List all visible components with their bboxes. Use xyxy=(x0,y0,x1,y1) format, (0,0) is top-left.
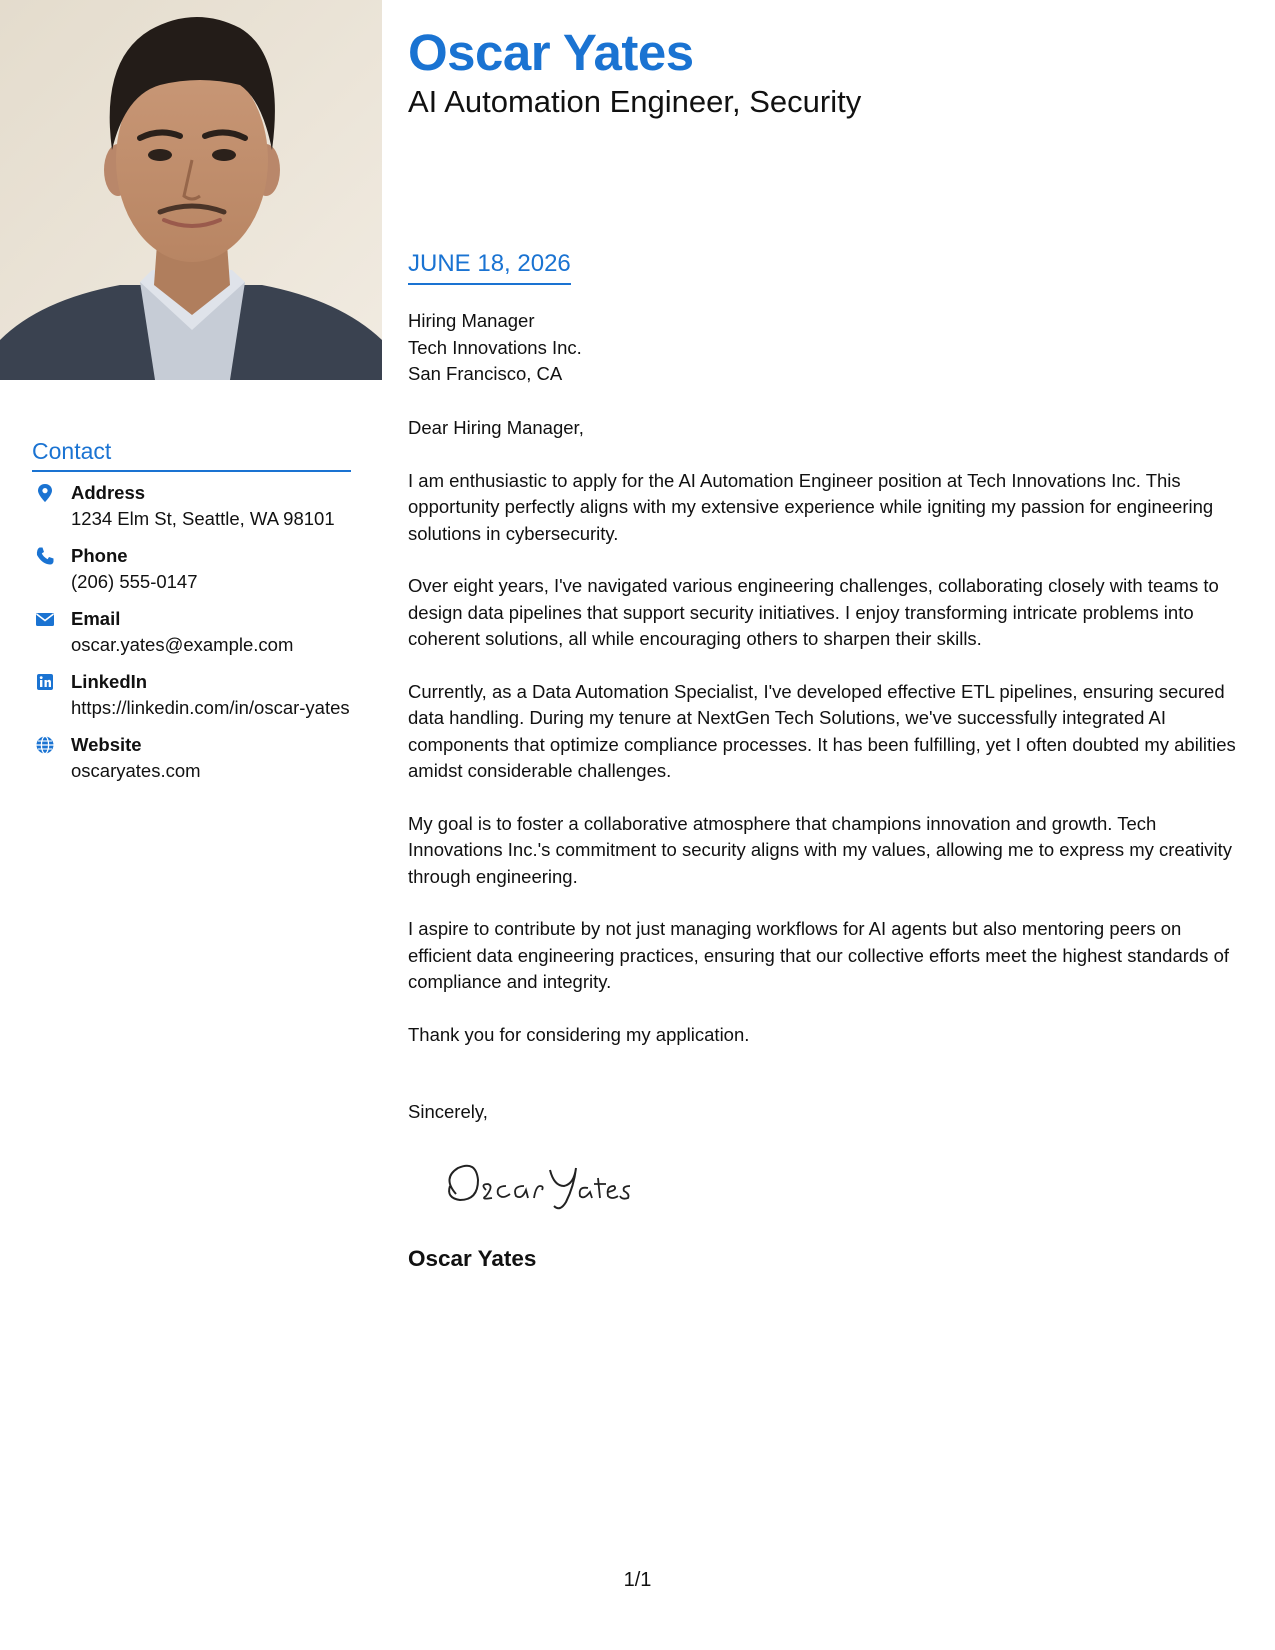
letter-paragraph: Over eight years, I've navigated various engineering challenges, collaborating closely with teams to design data pipelines that support security initiatives. I enjoy transforming intricate problems into coherent solutions, all while encouraging others to sharpen their skills. xyxy=(408,575,1219,649)
contact-label: Phone xyxy=(71,545,128,566)
phone-value: (206) 555-0147 xyxy=(71,571,198,592)
envelope-icon xyxy=(35,609,55,629)
handwritten-signature xyxy=(436,1156,636,1221)
recipient-block xyxy=(408,308,582,388)
letter-body xyxy=(408,415,1240,1074)
contact-item-phone xyxy=(32,543,352,595)
email-value[interactable]: oscar.yates@example.com xyxy=(71,634,294,655)
letter-date: JUNE 18, 2026 xyxy=(408,247,571,285)
contact-list xyxy=(32,480,352,795)
linkedin-icon xyxy=(35,672,55,692)
contact-item-email xyxy=(32,606,352,658)
letter-paragraph: Thank you for considering my application. xyxy=(408,1023,750,1045)
salutation: Dear Hiring Manager, xyxy=(408,417,584,438)
closing: Sincerely, xyxy=(408,1101,488,1122)
map-pin-icon xyxy=(35,483,55,503)
letter-paragraph: I am enthusiastic to apply for the AI Automation Engineer position at Tech Innovations Inc. This opportunity perfectly aligns with my extensive experience while igniting my passion for engineering solutions in cybersecurity. xyxy=(408,469,1214,544)
contact-label: Website xyxy=(71,734,142,755)
job-title: AI Automation Engineer, Security xyxy=(408,84,862,119)
letter-paragraph: My goal is to foster a collaborative atmosphere that champions innovation and growth. Tech Innovations Inc.'s commitment to security aligns with my values, allowing me to express my creativity through engineering. xyxy=(408,812,1232,887)
contact-heading: Contact xyxy=(32,434,351,472)
address-value: 1234 Elm St, Seattle, WA 98101 xyxy=(71,508,335,529)
contact-label: Email xyxy=(71,608,121,629)
contact-item-address xyxy=(32,480,352,532)
page-number: 1/1 xyxy=(623,1569,652,1591)
applicant-name: Oscar Yates xyxy=(408,24,694,81)
letter-paragraph: I aspire to contribute by not just managing workflows for AI agents but also mentoring peers on efficient data engineering practices, ensuring that our collective efforts meet the highest standards of compliance and integrity. xyxy=(408,918,1230,992)
linkedin-value[interactable]: https://linkedin.com/in/oscar-yates xyxy=(71,697,350,718)
letter-paragraph: Currently, as a Data Automation Specialist, I've developed effective ETL pipelines, ensuring secured data handling. During my tenure at NextGen Tech Solutions, we've successfully integrated AI components that optimize compliance processes. It has been fulfilling, yet I often doubted my abilities amidst considerable challenges. xyxy=(408,680,1236,781)
phone-icon xyxy=(35,546,55,566)
recipient-location: San Francisco, CA xyxy=(408,363,563,384)
recipient-title: Hiring Manager xyxy=(408,310,535,331)
contact-item-website xyxy=(32,732,352,784)
contact-label: LinkedIn xyxy=(71,671,148,692)
contact-label: Address xyxy=(71,482,146,503)
contact-item-linkedin xyxy=(32,669,352,721)
globe-icon xyxy=(35,735,55,755)
recipient-company: Tech Innovations Inc. xyxy=(408,336,582,358)
profile-photo xyxy=(0,0,382,380)
website-value[interactable]: oscaryates.com xyxy=(71,760,201,781)
signer-name: Oscar Yates xyxy=(408,1246,537,1271)
